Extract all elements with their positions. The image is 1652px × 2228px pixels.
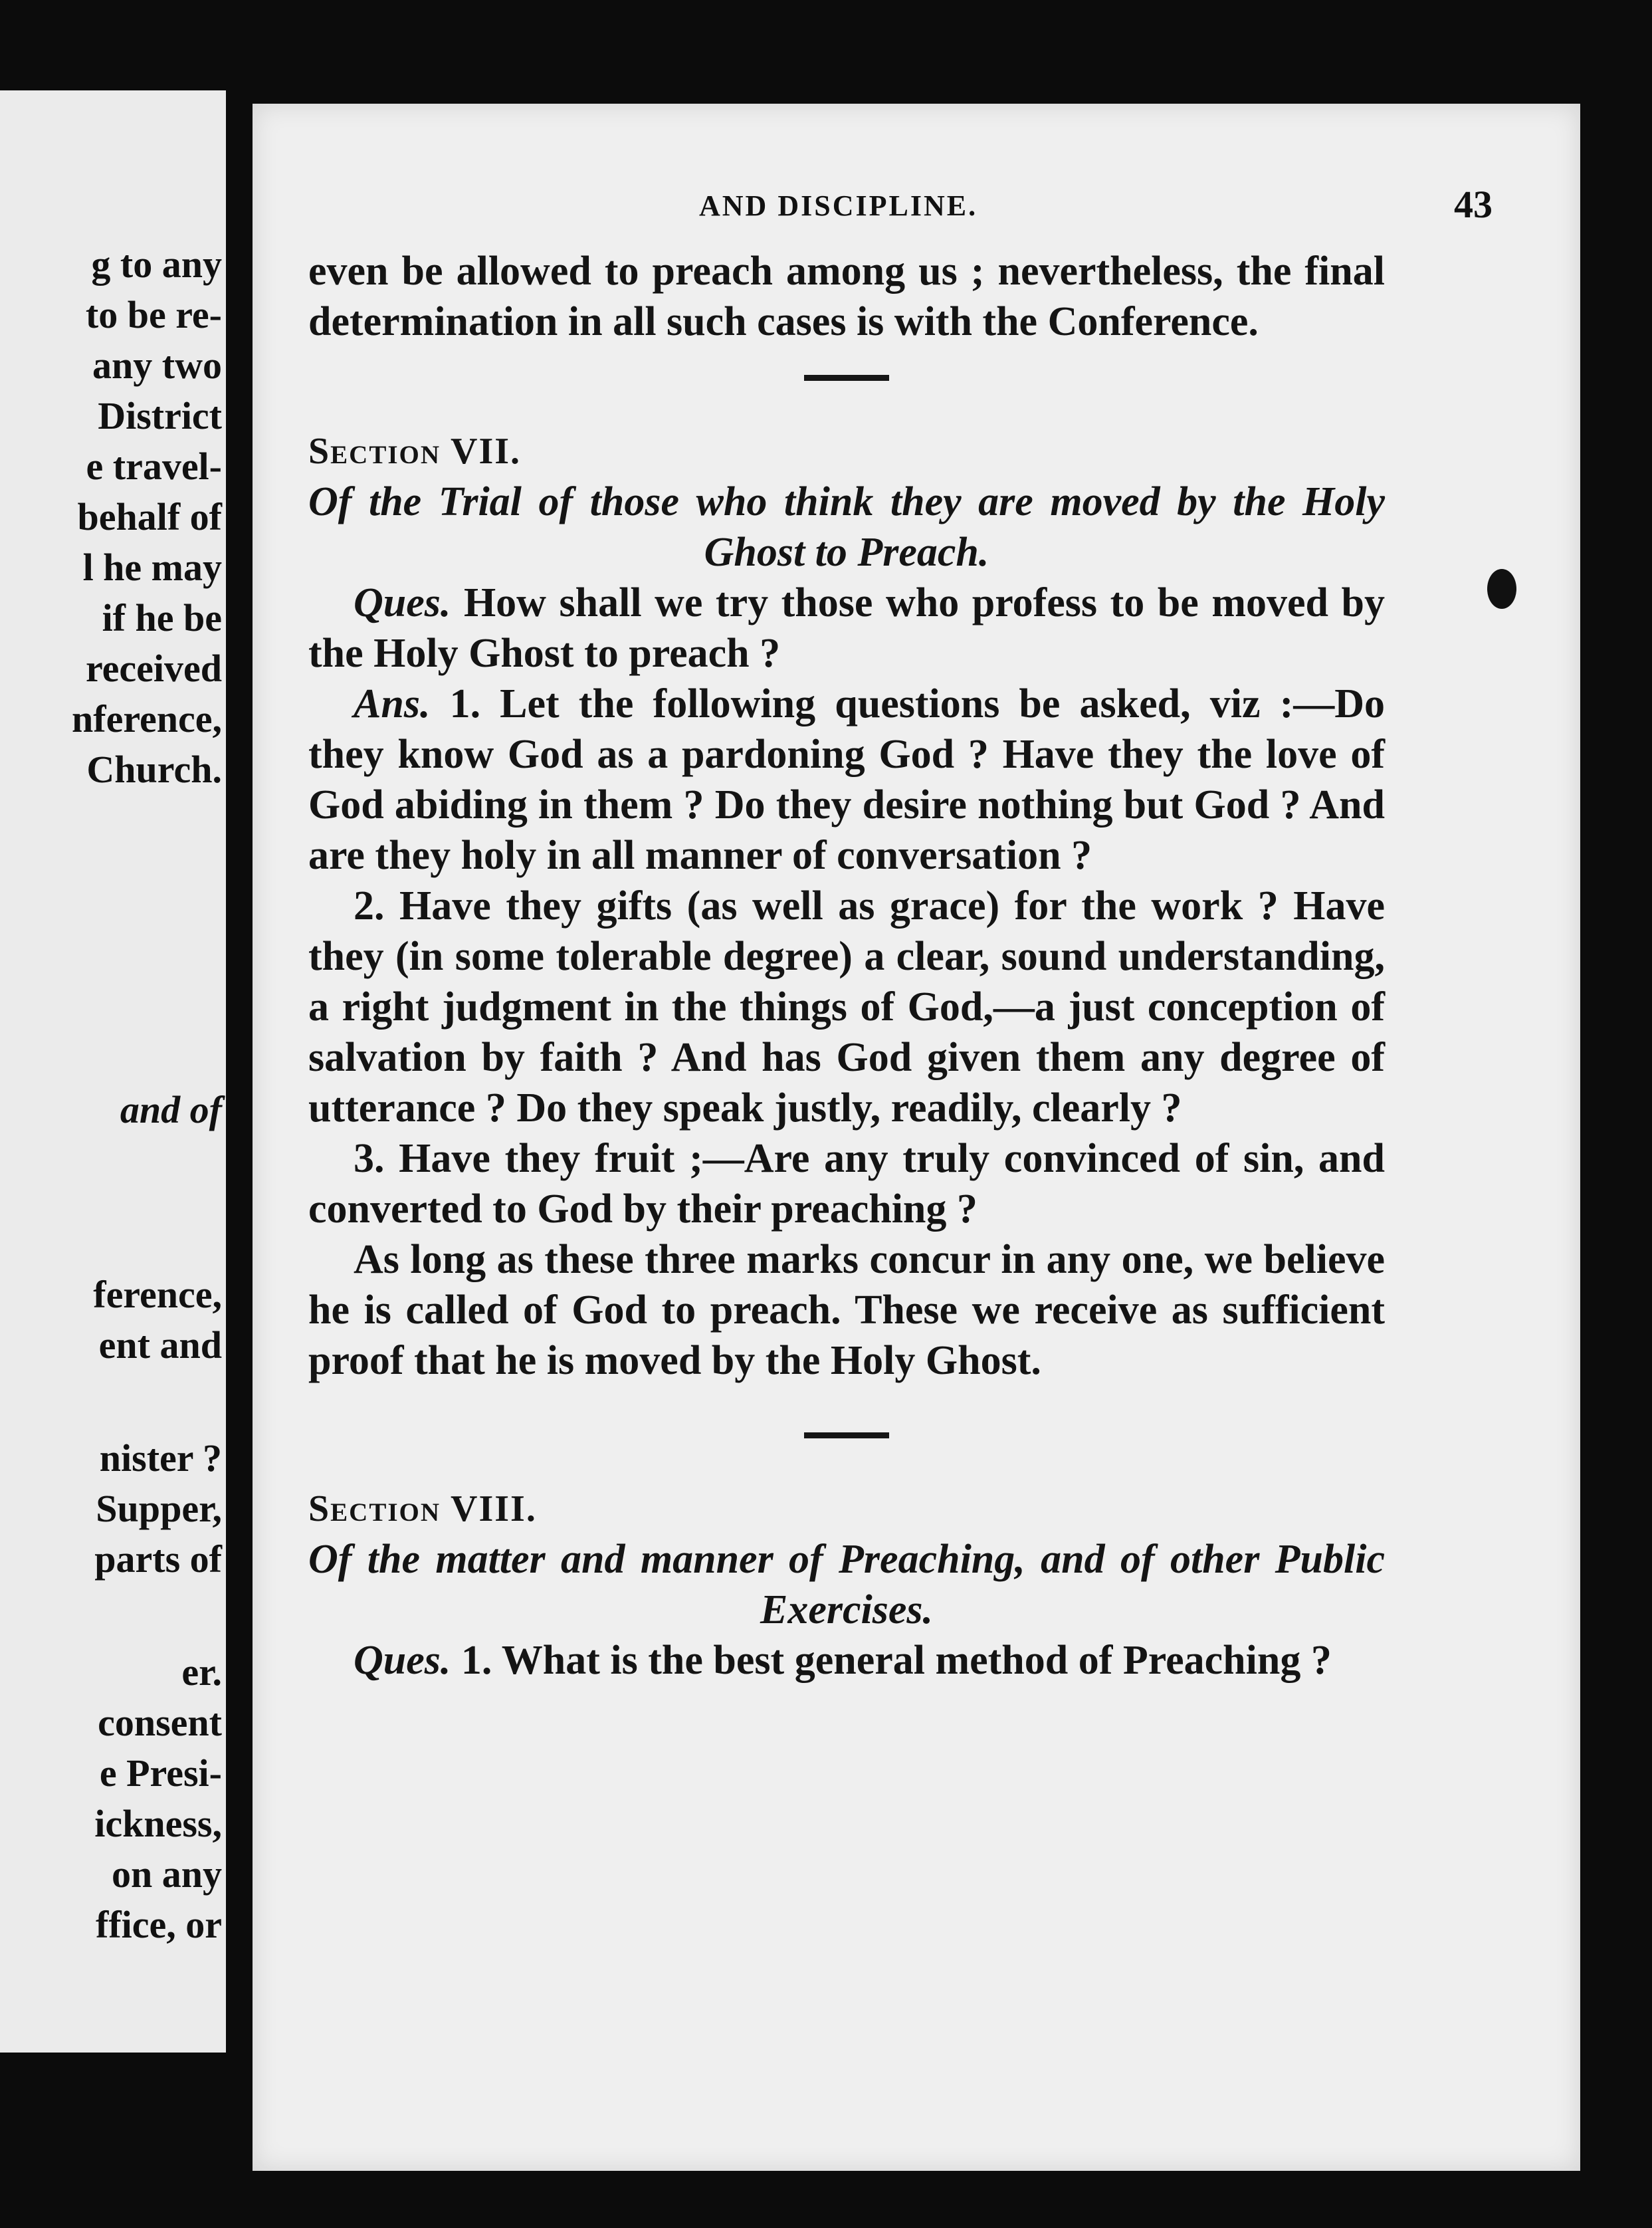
facing-line: Supper,	[96, 1487, 222, 1530]
facing-line: Church.	[86, 748, 222, 791]
ink-speck	[1487, 569, 1516, 609]
facing-line: er.	[181, 1650, 222, 1694]
answer-1-paragraph	[308, 679, 1385, 881]
section-divider	[804, 375, 889, 381]
answer-1-text: 1. Let the following questions be asked, viz :—Do they know God as a pardoning God ? Have they the love of God abiding in them ? Do they desire nothing but God ? And are they holy in all manner of conversation ?	[308, 681, 1386, 878]
section-8-subtitle: Of the matter and manner of Preaching, and of other Public Exercises.	[308, 1537, 1385, 1632]
facing-line: e travel-	[86, 445, 222, 488]
page-number: 43	[1454, 183, 1493, 226]
facing-line: received	[85, 647, 222, 690]
section-7-title: Section VII.	[308, 431, 522, 472]
facing-page-fragment	[0, 90, 226, 2053]
facing-line: behalf of	[77, 495, 222, 538]
facing-line: ffice, or	[96, 1903, 222, 1946]
running-head: AND DISCIPLINE.	[699, 189, 978, 222]
question-text: How shall we try those who profess to be moved by the Holy Ghost to preach ?	[308, 580, 1386, 676]
facing-line: ent and	[98, 1323, 222, 1367]
answer-3-paragraph: 3. Have they fruit ;—Are any truly convinced of sin, and converted to God by their preaching ?	[308, 1136, 1385, 1232]
question-paragraph	[308, 578, 1385, 679]
page	[253, 104, 1580, 2171]
facing-line: nference,	[72, 697, 222, 740]
section-8-title: Section VIII.	[308, 1488, 537, 1529]
facing-line: and of	[120, 1088, 222, 1131]
section-7-subtitle: Of the Trial of those who think they are moved by the Holy Ghost to Preach.	[308, 479, 1385, 575]
answer-label: Ans.	[354, 681, 431, 726]
facing-line: nister ?	[99, 1436, 222, 1480]
question-text: 1. What is the best general method of Preaching ?	[461, 1638, 1332, 1683]
facing-line: ference,	[93, 1273, 222, 1316]
facing-line: l he may	[82, 546, 222, 589]
facing-line: to be re-	[85, 293, 222, 336]
page-body	[308, 246, 1385, 1686]
facing-line: g to any	[91, 243, 222, 286]
question-label: Ques.	[354, 580, 451, 625]
conclusion-paragraph: As long as these three marks concur in any one, we believe he is called of God to preach. These we receive as sufficient proof that he is moved by the Holy Ghost.	[308, 1237, 1385, 1383]
continuation-paragraph: even be allowed to preach among us ; nevertheless, the final determination in all such cases is with the Conference.	[308, 249, 1385, 344]
section-divider	[804, 1432, 889, 1438]
question-paragraph	[308, 1635, 1385, 1686]
facing-line: consent	[98, 1701, 222, 1744]
facing-line: e Presi-	[99, 1751, 222, 1795]
page-header	[253, 183, 1580, 235]
facing-line: if he be	[102, 596, 222, 639]
facing-line: on any	[111, 1852, 222, 1896]
question-label: Ques.	[354, 1638, 451, 1683]
facing-line: District	[98, 394, 222, 437]
facing-line: ickness,	[94, 1802, 222, 1845]
facing-line: any two	[92, 344, 222, 387]
answer-2-paragraph: 2. Have they gifts (as well as grace) for the work ? Have they (in some tolerable degree) a clear, sound understanding, a right judgment in the things of God,—a just conception of salvation by faith ? And has God given them any degree of utterance ? Do they speak justly, readily, clearly ?	[308, 883, 1385, 1131]
facing-line: parts of	[94, 1537, 222, 1581]
